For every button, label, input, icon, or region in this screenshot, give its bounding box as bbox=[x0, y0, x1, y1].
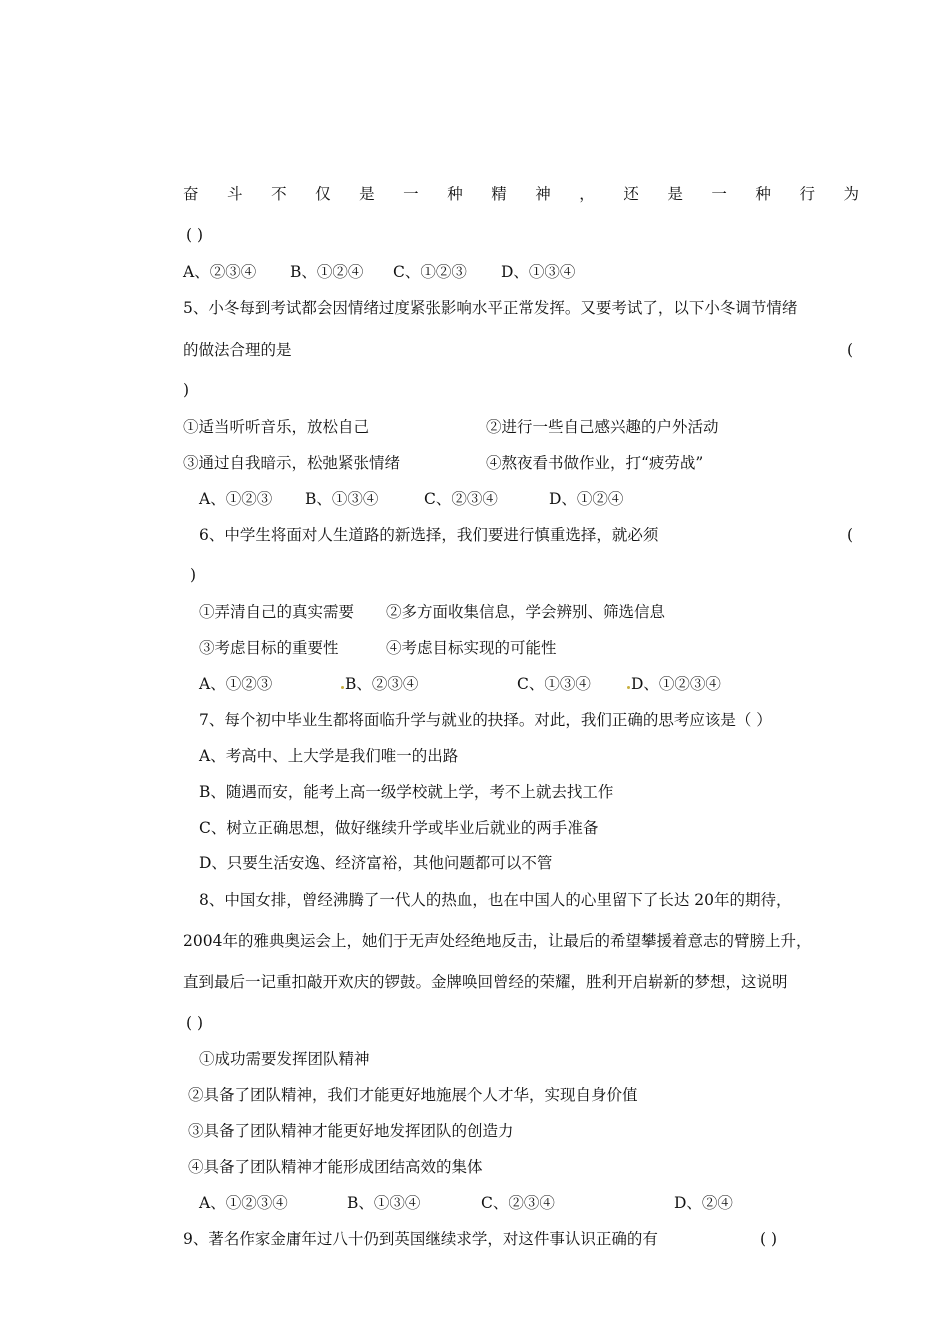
stem-char: 一 bbox=[403, 185, 419, 203]
option-a: A、②③④ bbox=[183, 263, 257, 281]
stem-char: 精 bbox=[491, 185, 507, 203]
answer-paren: ( ) bbox=[186, 226, 204, 244]
stem-char: 神 bbox=[535, 185, 551, 203]
stem-char: 为 bbox=[843, 185, 859, 203]
q8-option-d: D、②④ bbox=[674, 1194, 733, 1212]
q5-option-d: D、①②④ bbox=[549, 490, 624, 508]
q5-option-c: C、②③④ bbox=[424, 490, 498, 508]
q8-stem-line1: 8、中国女排，曾经沸腾了一代人的热血，也在中国人的心里留下了长达 20年的期待， bbox=[199, 891, 792, 909]
stem-char: 是 bbox=[359, 185, 375, 203]
stem-char: ， bbox=[579, 185, 595, 203]
stem-char: 一 bbox=[711, 185, 727, 203]
q6-option-b bbox=[340, 674, 418, 694]
q6-option-d bbox=[626, 674, 721, 694]
stem-char: 不 bbox=[271, 185, 287, 203]
q5-stem-line2: 的做法合理的是 bbox=[183, 341, 292, 359]
q8-stem-line2: 2004年的雅典奥运会上，她们于无声处经绝地反击，让最后的希望攀援着意志的臂膀上升， bbox=[183, 932, 812, 950]
option-b: B、①②④ bbox=[290, 263, 364, 281]
q9-paren: ( ) bbox=[760, 1230, 778, 1248]
q6-option-b-text: B、②③④ bbox=[345, 675, 419, 693]
q7-option-b: B、随遇而安，能考上高一级学校就上学，考不上就去找工作 bbox=[199, 783, 614, 801]
q8-paren: ( ) bbox=[186, 1014, 204, 1032]
q8-item-1: ①成功需要发挥团队精神 bbox=[199, 1050, 370, 1068]
q5-item-1: ①适当听听音乐，放松自己 bbox=[183, 418, 370, 436]
option-d: D、①③④ bbox=[501, 263, 576, 281]
q7-option-c: C、树立正确思想，做好继续升学或毕业后就业的两手准备 bbox=[199, 819, 599, 837]
q5-paren-open: ( bbox=[847, 341, 854, 359]
stem-char: 仅 bbox=[315, 185, 331, 203]
stem-char: 还 bbox=[623, 185, 639, 203]
q6-option-d-text: D、①②③④ bbox=[631, 675, 721, 693]
stem-char: 奋 bbox=[183, 185, 199, 203]
q6-item-4: ④考虑目标实现的可能性 bbox=[386, 639, 557, 657]
dot-mark bbox=[627, 686, 630, 689]
q6-item-3: ③考虑目标的重要性 bbox=[199, 639, 339, 657]
q7-stem: 7、每个初中毕业生都将面临升学与就业的抉择。对此，我们正确的思考应该是（ ） bbox=[199, 711, 772, 729]
stem-char: 行 bbox=[799, 185, 815, 203]
q5-item-2: ②进行一些自己感兴趣的户外活动 bbox=[486, 418, 719, 436]
q8-option-c: C、②③④ bbox=[481, 1194, 555, 1212]
q5-paren-close: ) bbox=[183, 381, 190, 399]
q5-item-4: ④熬夜看书做作业，打“疲劳战” bbox=[486, 454, 704, 472]
q8-item-4: ④具备了团队精神才能形成团结高效的集体 bbox=[188, 1158, 483, 1176]
stem-char: 是 bbox=[667, 185, 683, 203]
q7-option-d: D、只要生活安逸、经济富裕，其他问题都可以不管 bbox=[199, 854, 553, 872]
q8-option-a: A、①②③④ bbox=[199, 1194, 288, 1212]
q5-option-b: B、①③④ bbox=[305, 490, 379, 508]
stem-char: 种 bbox=[447, 185, 463, 203]
q8-item-3: ③具备了团队精神才能更好地发挥团队的创造力 bbox=[188, 1122, 514, 1140]
q8-item-2: ②具备了团队精神，我们才能更好地施展个人才华，实现自身价值 bbox=[188, 1086, 638, 1104]
q6-option-a: A、①②③ bbox=[199, 675, 273, 693]
q8-option-b: B、①③④ bbox=[347, 1194, 421, 1212]
q7-option-a: A、考高中、上大学是我们唯一的出路 bbox=[199, 747, 459, 765]
q6-item-1: ①弄清自己的真实需要 bbox=[199, 603, 355, 621]
q5-stem-line1: 5、小冬每到考试都会因情绪过度紧张影响水平正常发挥。又要考试了，以下小冬调节情绪 bbox=[183, 299, 798, 317]
q5-option-a: A、①②③ bbox=[199, 490, 273, 508]
dot-mark bbox=[341, 686, 344, 689]
option-c: C、①②③ bbox=[393, 263, 467, 281]
q6-paren-close: ) bbox=[190, 566, 197, 584]
stem-char: 斗 bbox=[227, 185, 243, 203]
stem-char: 种 bbox=[755, 185, 771, 203]
q6-option-c: C、①③④ bbox=[517, 675, 591, 693]
q6-stem: 6、中学生将面对人生道路的新选择，我们要进行慎重选择，就必须 bbox=[199, 526, 659, 544]
q5-item-3: ③通过自我暗示，松弛紧张情绪 bbox=[183, 454, 401, 472]
q6-item-2: ②多方面收集信息，学会辨别、筛选信息 bbox=[386, 603, 666, 621]
q9-stem: 9、著名作家金庸年过八十仍到英国继续求学，对这件事认识正确的有 bbox=[183, 1230, 658, 1248]
q6-paren-open: ( bbox=[847, 526, 854, 544]
q8-stem-line3: 直到最后一记重扣敲开欢庆的锣鼓。金牌唤回曾经的荣耀，胜利开启崭新的梦想，这说明 bbox=[183, 973, 788, 991]
question-stem-continued bbox=[183, 184, 859, 204]
